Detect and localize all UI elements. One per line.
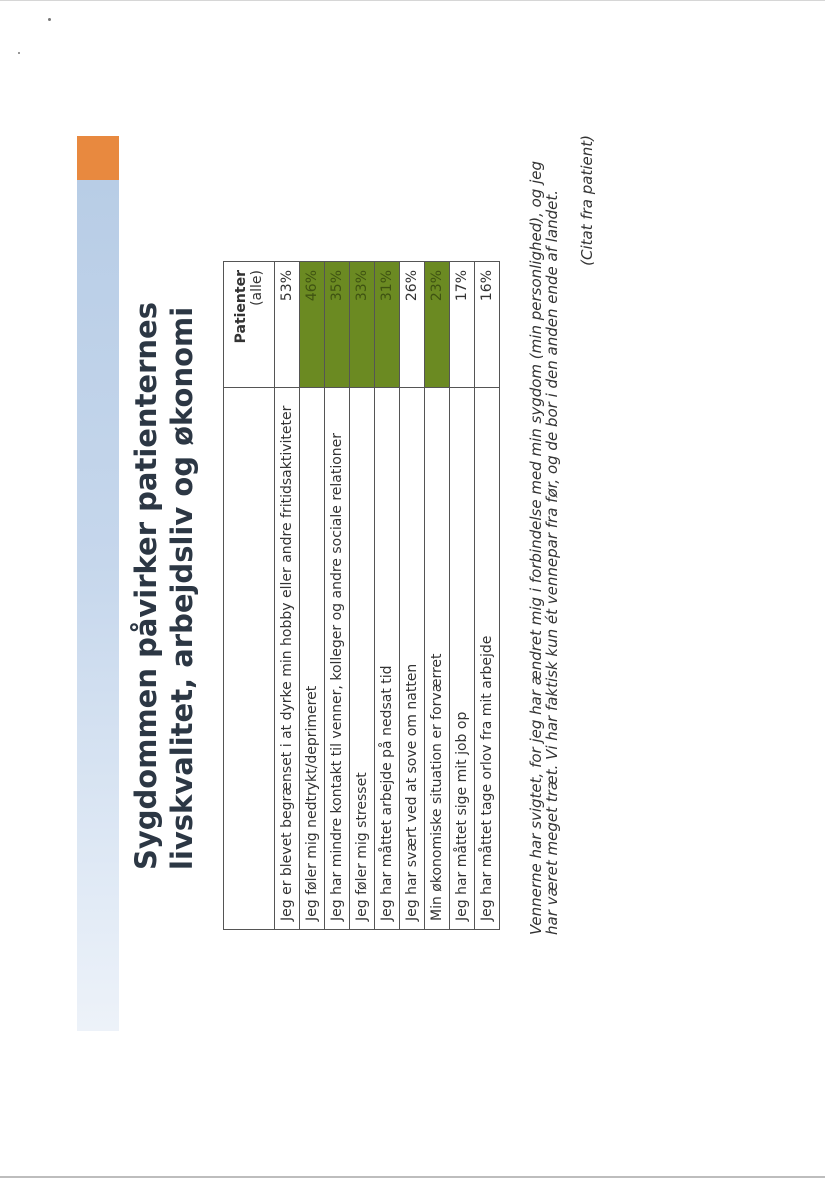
table-row: [375, 262, 400, 930]
row-percentage-highlighted: 46%: [300, 262, 325, 388]
table-row: [450, 262, 475, 930]
row-percentage-highlighted: 31%: [375, 262, 400, 388]
title-line-2: livskvalitet, arbejdsliv og økonomi: [165, 306, 199, 870]
table-row: [425, 262, 450, 930]
row-statement: Jeg har måttet tage orlov fra mit arbejde: [475, 388, 500, 930]
row-statement: Jeg har måttet sige mit job op: [450, 388, 475, 930]
row-percentage-highlighted: 23%: [425, 262, 450, 388]
header-statement-cell: [224, 388, 275, 930]
table-row: [275, 262, 300, 930]
row-statement: Jeg har svært ved at sove om natten: [400, 388, 425, 930]
row-statement: Jeg er blevet begrænset i at dyrke min hobby eller andre fritidsaktiviteter: [275, 388, 300, 930]
row-statement: Jeg føler mig nedtrykt/deprimeret: [300, 388, 325, 930]
table-row: [475, 262, 500, 930]
slide-title: [128, 130, 200, 870]
row-percentage: 26%: [400, 262, 425, 388]
table-row: [400, 262, 425, 930]
header-patients-sublabel: (alle): [249, 270, 265, 306]
row-statement: Jeg har måttet arbejde på nedsat tid: [375, 388, 400, 930]
impact-table: [223, 261, 500, 930]
quote-citation: (Citat fra patient): [578, 135, 596, 266]
row-statement: Jeg føler mig stresset: [350, 388, 375, 930]
row-percentage-highlighted: 35%: [325, 262, 350, 388]
header-patients-label: Patienter: [233, 270, 249, 344]
accent-bar-blue: [77, 180, 119, 1031]
scan-speck: [18, 52, 20, 54]
table-row: [300, 262, 325, 930]
row-percentage-highlighted: 33%: [350, 262, 375, 388]
table-row: [350, 262, 375, 930]
rotated-slide: [128, 130, 708, 1030]
scan-speck: [48, 18, 51, 21]
row-statement: Min økonomiske situation er forværret: [425, 388, 450, 930]
title-line-1: Sygdommen påvirker patienternes: [129, 302, 163, 870]
row-percentage: 16%: [475, 262, 500, 388]
row-percentage: 53%: [275, 262, 300, 388]
patient-quote: Vennerne har svigtet, for jeg har ændret mig i forbindelse med min sygdom (min personlighed), og jeg har været meget træt. Vi har faktisk kun ét vennepar fra før, og de bor i den anden ende af landet.: [527, 160, 561, 935]
header-patients-cell: [224, 262, 275, 388]
table-header-row: [224, 262, 275, 930]
row-statement: Jeg har mindre kontakt til venner, kolleger og andre sociale relationer: [325, 388, 350, 930]
accent-bar-orange: [77, 136, 119, 180]
row-percentage: 17%: [450, 262, 475, 388]
table-row: [325, 262, 350, 930]
